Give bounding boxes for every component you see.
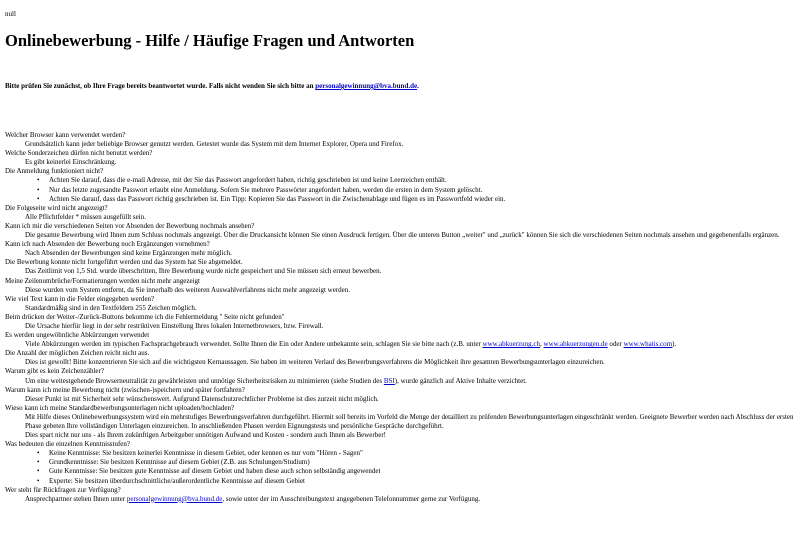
contact-email-link[interactable]: personalgewinnung@bva.bund.de [315,82,418,90]
answer-text: ), wurde gänzlich auf Aktive Inhalte verzichtet. [394,376,527,385]
answer-text: Viele Abkürzungen werden im typischen Fachsprachgebrauch verwendet. Sollte Ihnen die Ein oder Andere unbekannte sein, schlagen Sie sie bitte nach (z.B. unter [25,340,483,349]
faq-answer: Mit Hilfe dieses Onlinebewerbungssystem wird ein mehrstufiges Bewerbungsverfahren durchgeführt. Hiermit soll bereits im Vorfeld die Menge der detailliert zu prüfenden Bewerbungsunterlagen eingeschränkt werden. Geeignete Bewerber werden nach Abschluss der ersten Phase gebeten Ihre vollständigen Unterlagen einzureichen. In anschließenden Phasen werden Eignungstests und persönliche Gespräche durchgeführt. [25,412,794,430]
faq-question: Warum gibt es kein Zeichenzähler? [5,367,104,376]
faq-answer [25,340,795,349]
faq-question: Die Anmeldung funktioniert nicht? [5,167,104,176]
faq-question: Die Folgeseite wird nicht angezeigt? [5,203,108,212]
faq-bullet: • Nur das letzte zugesandte Passwort erlaubt eine Anmeldung. Sofern Sie mehrere Passwörter angefordert haben, werden die ersten in dem System gelöscht. [37,186,795,195]
top-label: null [5,10,16,18]
faq-answer: Alle Pflichtfelder * müssen ausgefüllt sein. [25,212,146,221]
faq-answer: Die gesamte Bewerbung wird Ihnen zum Schluss nochmals angezeigt. Über die Druckansicht können Sie einen Ausdruck fertigen. Über die unteren Button „weiter" und „zurück" können Sie sich die verschiedenen Seiten nochmals ansehen und gegebenenfalls ergänzen. [25,231,780,240]
faq-answer: Es gibt keinerlei Einschränkung. [25,158,117,167]
faq-question: Welcher Browser kann verwendet werden? [5,131,126,139]
faq-answer [25,377,795,386]
faq-answer: Die Ursache hierfür liegt in der sehr restriktiven Einstellung Ihres lokalen Internetbrowsers, bzw. Firewall. [25,321,324,330]
faq-question: Wieso kann ich meine Standardbewerbungsunterlagen nicht uploaden/hochladen? [5,403,235,412]
faq-answer: Nach Absenden der Bewerbungen sind keine Ergänzungen mehr möglich. [25,249,232,258]
faq-question: Die Anzahl der möglichen Zeichen reicht nicht aus. [5,349,150,358]
faq-question: Beim drücken der Weiter-/Zurück-Buttons bekomme ich die Fehlermeldung " Seite nicht gefunden" [5,312,285,321]
faq-bullet: • Achten Sie darauf, dass die e-mail Adresse, mit der Sie das Passwort angefordert haben, richtig geschrieben ist und keine Leerzeichen enthält. [37,176,795,185]
abkuerzungen-de-link[interactable]: www.abkuerzungen.de [543,340,608,349]
intro-text [5,82,419,90]
abkuerzung-ch-link[interactable]: www.abkuerzung.ch [482,340,541,349]
faq-question: Meine Zeilenumbrüche/Formatierungen werden nicht mehr angezeigt [5,276,200,285]
faq-answer: Dieser Punkt ist mit Sicherheit sehr wünschenswert. Aufgrund Datenschutzrechtlicher Probleme ist dies zurzeit nicht möglich. [25,394,379,403]
faq-question: Welche Sonderzeichen dürfen nicht benutzt werden? [5,149,153,158]
contact-email-link[interactable]: personalgewinnung@bva.bund.de [126,494,223,503]
whatis-link[interactable]: www.whatis.com [623,340,673,349]
bsi-link[interactable]: BSI [383,376,395,385]
faq-bullet: • Achten Sie darauf, dass das Passwort richtig geschrieben ist. Ein Tipp: Kopieren Sie das Passwort in die Zwischenablage und fügen es im Passwortfeld wieder ein. [37,195,795,204]
answer-text: Ansprechpartner stehen Ihnen unter [25,494,127,503]
faq-answer: Das Zeitlimit von 1,5 Std. wurde überschritten, Ihre Bewerbung wurde nicht gespeichert und Sie müssen sich erneut bewerben. [25,267,382,276]
faq-question: Was bedeuten die einzelnen Kenntnisstufen? [5,440,131,449]
faq-bullet: • Keine Kenntnisse: Sie besitzen keinerlei Kenntnisse in diesem Gebiet, oder kennen es nur vom "Hören - Sagen" [37,449,795,458]
intro-end: . [417,82,419,90]
faq-answer: Dies ist gewollt! Bitte konzentrieren Sie sich auf die wichtigsten Kernaussagen. Sie haben im weiteren Verlauf des Bewerbungsverfahrens die Möglichkeit ihre gesamten Bewerbungsunterlagen einzureichen. [25,358,605,367]
faq-answer: Standardmäßig sind in den Textfeldern 255 Zeichen möglich. [25,303,197,312]
faq-question: Warum kann ich meine Bewerbung nicht (zwischen-)speichern und später fortfahren? [5,385,245,394]
answer-text: ). [672,340,677,349]
answer-text: , sowie unter der im Ausschreibungstext angegebenen Telefonnummer gerne zur Verfügung. [222,494,481,503]
faq-bullet: • Gute Kenntnisse: Sie besitzen gute Kenntnisse auf diesem Gebiet und haben diese auch schon selbständig angewendet [37,467,795,476]
faq-bullet-list [37,176,795,203]
faq-bullet-list [37,449,795,485]
faq-question: Kann ich mir die verschiedenen Seiten vor Absenden der Bewerbung nochmals ansehen? [5,221,255,230]
faq-answer [25,495,795,504]
faq-answer: Diese wurden vom System entfernt, da Sie innerhalb des weiteren Auswahlverfahrens nicht mehr angezeigt werden. [25,285,351,294]
faq-question: Wie viel Text kann in die Felder eingegeben werden? [5,294,155,303]
answer-text: , [540,340,544,349]
faq-bullet: • Experte: Sie besitzen überdurchschnittliche/außerordentliche Kenntnisse auf diesem Gebiet [37,477,795,486]
faq-question: Die Bewerbung konnte nicht fortgeführt werden und das System hat Sie abgemeldet. [5,258,243,267]
intro-label: Bitte prüfen Sie zunächst, ob Ihre Frage bereits beantwortet wurde. Falls nicht wenden Sie sich bitte an [5,82,316,90]
faq-answer: Grundsätzlich kann jeder beliebige Browser genutzt werden. Getestet wurde das System mit dem Internet Explorer, Opera und Firefox. [25,140,404,149]
faq-question: Es werden ungewöhnliche Abkürzungen verwendet [5,331,150,340]
faq-list [5,131,795,504]
faq-question: Wer steht für Rückfragen zur Verfügung? [5,485,121,494]
page-title: Onlinebewerbung - Hilfe / Häufige Fragen und Antworten [5,31,415,50]
faq-bullet: • Grundkenntnisse: Sie besitzen Kenntnisse auf diesem Gebiet (Z.B. aus Schulungen/Studium) [37,458,795,467]
answer-text: oder [607,340,624,349]
faq-answer: Dies spart nicht nur uns - als Ihrem zukünftigen Arbeitgeber unnötigen Aufwand und Kosten - sondern auch Ihnen als Bewerber! [25,431,386,440]
answer-text: Um eine weitestgehende Browserneutralität zu gewährleisten und unnötige Sicherheitsrisiken zu minimieren (siehe Studien des [25,376,384,385]
faq-question: Kann ich nach Absenden der Bewerbung noch Ergänzungen vornehmen? [5,240,210,249]
